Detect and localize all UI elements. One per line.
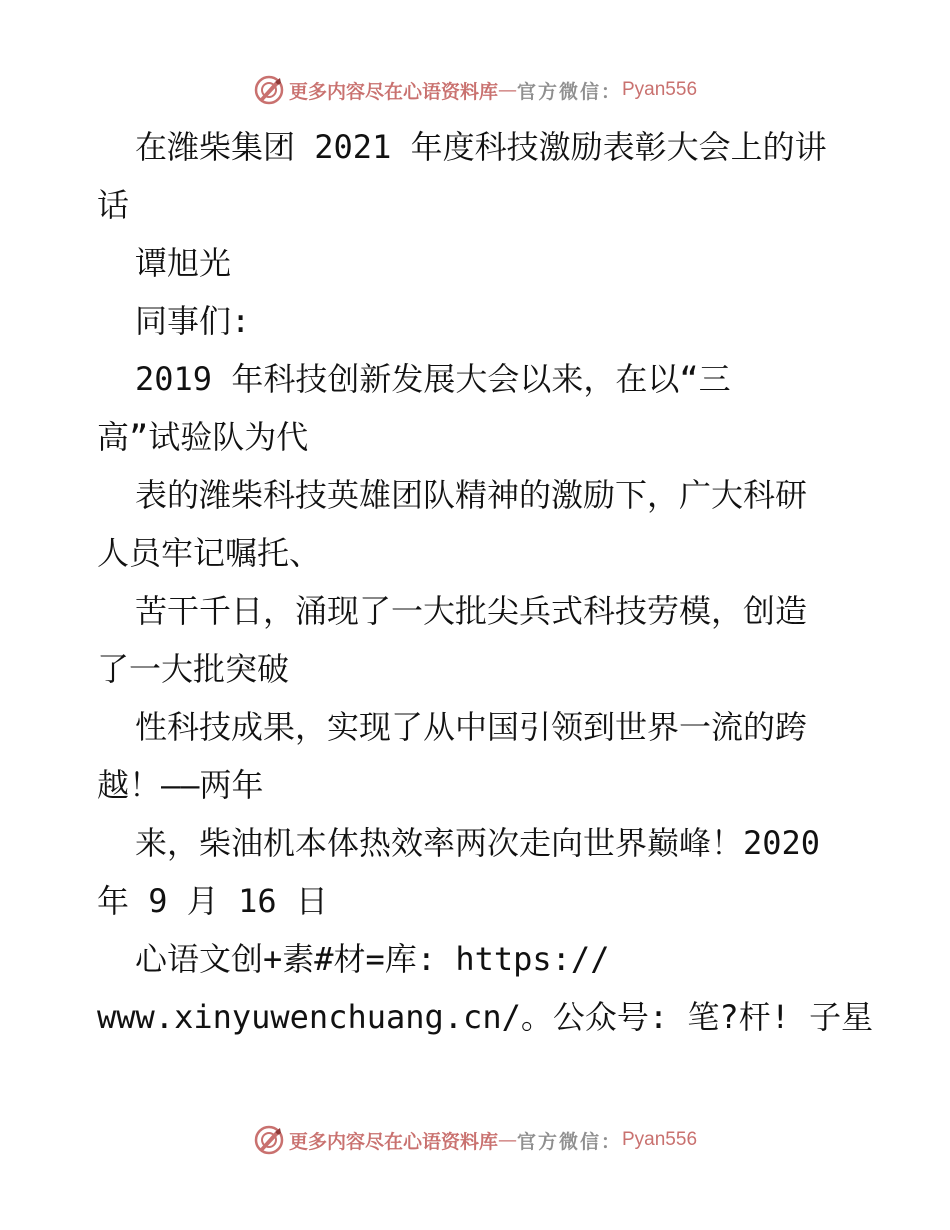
text-line: 人员牢记嘱托、 [97, 534, 322, 572]
text-line: 高”试验队为代 [97, 418, 309, 456]
text-line: 2019 年科技创新发展大会以来，在以“三 [135, 360, 731, 398]
banner-official-text: 官方微信： [516, 1130, 622, 1153]
footer-watermark-banner [0, 1120, 950, 1160]
banner-brand-text: 更多内容尽在心语资料库 [288, 80, 498, 103]
banner-wechat-id: Pyan556 [622, 79, 698, 100]
greeting-line: 同事们: [135, 302, 251, 340]
logo-icon [253, 1124, 285, 1156]
text-line: 越！——两年 [97, 766, 264, 804]
header-watermark-banner [0, 70, 950, 110]
text-line: 心语文创+素#材=库: https:// [135, 940, 610, 978]
text-line: 年 9 月 16 日 [97, 882, 328, 920]
banner-wechat-id: Pyan556 [622, 1129, 698, 1150]
url-line: www.xinyuwenchuang.cn/。公众号: 笔?杆! 子星 [97, 998, 874, 1036]
author-line: 谭旭光 [135, 244, 232, 282]
document-body [97, 118, 874, 1046]
text-line: 了一大批突破 [97, 650, 290, 688]
text-line: 在潍柴集团 2021 年度科技激励表彰大会上的讲 [135, 128, 827, 166]
banner-brand-text: 更多内容尽在心语资料库 [288, 1130, 498, 1153]
logo-icon [253, 74, 285, 106]
text-line: 性科技成果，实现了从中国引领到世界一流的跨 [135, 708, 808, 746]
banner-dash: — [497, 1129, 517, 1151]
text-line: 苦干千日，涌现了一大批尖兵式科技劳模，创造 [135, 592, 808, 630]
banner-dash: — [497, 79, 517, 101]
text-line: 来，柴油机本体热效率两次走向世界巅峰！2020 [135, 824, 821, 862]
text-line: 话 [97, 186, 130, 224]
text-line: 表的潍柴科技英雄团队精神的激励下，广大科研 [135, 476, 808, 514]
banner-official-text: 官方微信： [516, 80, 622, 103]
